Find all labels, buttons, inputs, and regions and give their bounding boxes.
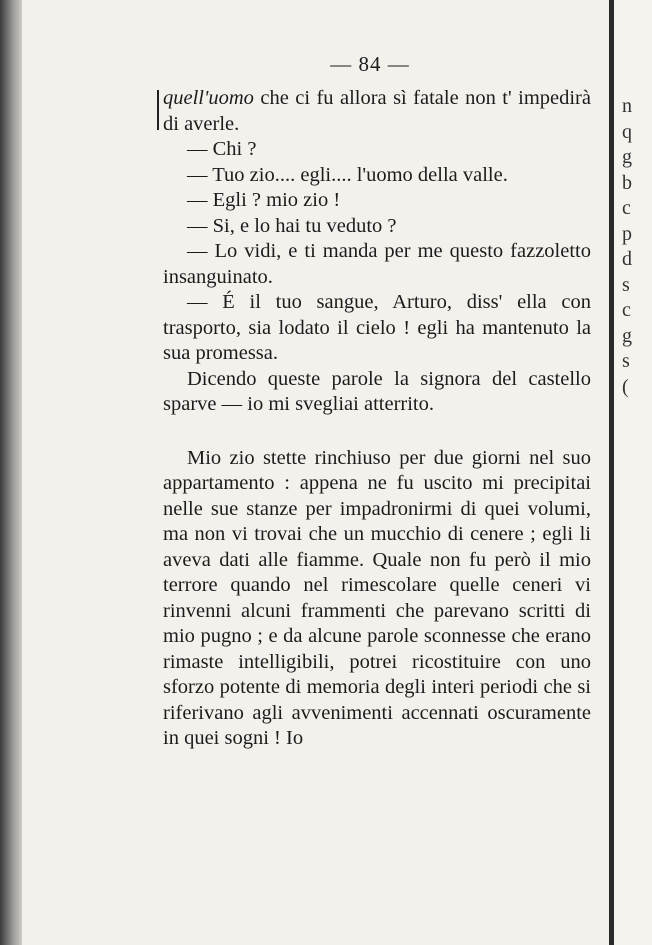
adjacent-page-letter: c: [622, 299, 631, 321]
paragraph: [163, 367, 591, 418]
adjacent-page-letter: c: [622, 197, 631, 219]
adjacent-page-letter: g: [622, 324, 632, 347]
paragraph-text: — É il tuo sangue, Arturo, diss' ella con trasporto, sia lodato il cielo ! egli ha mantenuto la sua promessa.: [163, 291, 591, 364]
adjacent-page-edge: [614, 0, 652, 945]
paragraph: [163, 163, 591, 189]
book-binding-shadow: [0, 0, 22, 945]
adjacent-page-letter: q: [622, 120, 632, 143]
paragraph-text: che ci fu allora sì fatale non t' impedirà di averle.: [163, 87, 591, 135]
adjacent-page-letter: p: [622, 222, 632, 245]
page-number: — 84 —: [330, 52, 410, 76]
italic-phrase: quell'uomo: [163, 87, 254, 109]
paragraph: [163, 137, 591, 163]
adjacent-page-letter: d: [622, 248, 632, 270]
paragraph-text: Mio zio stette rinchiuso per due giorni nel suo appartamento : appena ne fu uscito mi precipitai nelle sue stanze per impadronirmi di quei volumi, ma non vi trovai che un mucchio di cenere ; egli li aveva dati alle fiamme. Quale non fu però il mio terrore quando nel rimescolare quelle ceneri vi rinvenni alcuni frammenti che parevano scritti di mio pugno ; e da alcune parole sconnesse che erano rimaste intelligibili, potrei ricostituire con uno sforzo potente di memoria degli interi periodi che si riferivano agli avvenimenti accennati oscuramente in quei sogni ! Io: [163, 446, 591, 749]
paragraph: [163, 239, 591, 290]
adjacent-page-letter: s: [622, 350, 630, 372]
paragraph: [163, 446, 591, 752]
adjacent-page-letter: g: [622, 146, 632, 168]
paragraph-text: — Si, e lo hai tu veduto ?: [187, 214, 397, 237]
adjacent-page-letter: s: [622, 273, 630, 296]
adjacent-page-letter: b: [622, 171, 632, 194]
paragraph: [163, 188, 591, 214]
adjacent-page-letter: (: [622, 375, 629, 398]
body-text: [163, 86, 591, 752]
paragraph-text: — Chi ?: [187, 138, 257, 160]
paragraph: [163, 214, 591, 240]
margin-mark: [157, 90, 159, 130]
adjacent-page-letter: n: [622, 95, 632, 117]
paragraph-text: — Lo vidi, e ti manda per me questo fazzoletto insanguinato.: [163, 240, 591, 288]
paragraph-text: — Egli ? mio zio !: [187, 189, 341, 211]
paragraph-text: — Tuo zio.... egli.... l'uomo della valle.: [187, 163, 508, 186]
paragraph-gap: [163, 418, 591, 446]
paragraph-text: Dicendo queste parole la signora del castello sparve — io mi svegliai atterrito.: [163, 367, 591, 415]
paragraph: [163, 290, 591, 367]
paragraph: [163, 86, 591, 137]
